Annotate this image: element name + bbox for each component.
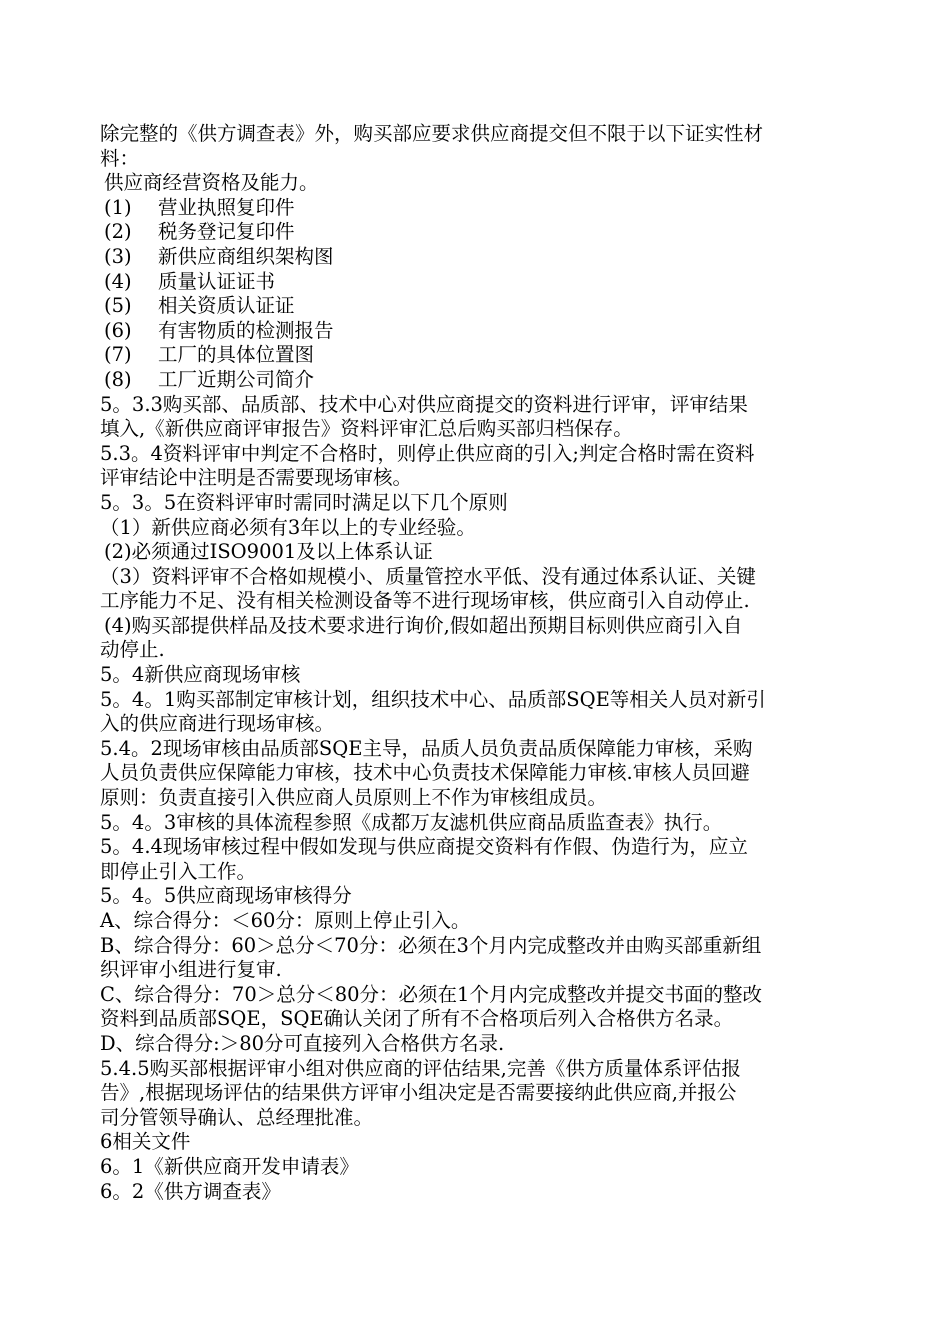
body-line: 资料到品质部SQE，SQE确认关闭了所有不合格项后列入合格供方名录。 — [100, 1007, 734, 1031]
list-item — [100, 319, 860, 344]
list-item-number: (8) — [104, 367, 132, 391]
list-item-text: 质量认证证书 — [158, 269, 276, 293]
body-line: 5.3。4资料评审中判定不合格时，则停止供应商的引入;判定合格时需在资料 — [100, 441, 755, 465]
body-line: 原则：负责直接引入供应商人员原则上不作为审核组成员。 — [100, 786, 608, 810]
body-line: 司分管领导确认、总经理批准。 — [100, 1105, 374, 1129]
body-line: 5。3。5在资料评审时需同时满足以下几个原则 — [100, 490, 508, 514]
body-line: 填入,《新供应商评审报告》资料评审汇总后购买部归档保存。 — [100, 417, 633, 441]
body-line: 工序能力不足、没有相关检测设备等不进行现场审核，供应商引入自动停止. — [100, 589, 750, 613]
list-item-number: (7) — [104, 343, 132, 367]
list-item — [100, 270, 860, 295]
list-item-text: 新供应商组织架构图 — [158, 244, 334, 268]
intro-line: 料： — [100, 146, 140, 170]
list-item-text: 有害物质的检测报告 — [158, 318, 334, 342]
list-item-text: 税务登记复印件 — [158, 220, 295, 244]
section-heading: 5。4新供应商现场审核 — [100, 663, 301, 687]
body-line: 即停止引入工作。 — [100, 859, 257, 883]
document-page — [100, 122, 860, 1204]
list-item — [100, 294, 860, 319]
list-item-number: (5) — [104, 294, 132, 318]
list-item-number: (1) — [104, 195, 132, 219]
body-line: (2)必须通过ISO9001及以上体系认证 — [104, 540, 433, 564]
intro-line: 除完整的《供方调查表》外，购买部应要求供应商提交但不限于以下证实性材 — [100, 122, 764, 145]
list-item-number: (6) — [104, 318, 132, 342]
list-item-number: (2) — [104, 220, 132, 244]
list-item-text: 工厂的具体位置图 — [158, 343, 315, 367]
body-line: 5.4.5购买部根据评审小组对供应商的评估结果,完善《供方质量体系评估报 — [100, 1056, 741, 1080]
body-line: 5。4。5供应商现场审核得分 — [100, 884, 352, 908]
list-item — [100, 343, 860, 368]
body-line: 动停止. — [100, 638, 165, 662]
list-item — [100, 245, 860, 270]
body-line: D、综合得分:＞80分可直接列入合格供方名录. — [100, 1031, 505, 1055]
body-line: (4)购买部提供样品及技术要求进行询价,假如超出预期目标则供应商引入自 — [104, 613, 743, 637]
body-line: C、综合得分：70＞总分＜80分：必须在1个月内完成整改并提交书面的整改 — [100, 982, 762, 1006]
body-line: 5。3.3购买部、品质部、技术中心对供应商提交的资料进行评审，评审结果 — [100, 392, 748, 416]
list-item-number: (3) — [104, 244, 132, 268]
body-line: 5.4。2现场审核由品质部SQE主导，品质人员负责品质保障能力审核，采购 — [100, 736, 753, 760]
body-line: 5。4.4现场审核过程中假如发现与供应商提交资料有作假、伪造行为，应立 — [100, 835, 748, 859]
body-line: 5。4。3审核的具体流程参照《成都万友滤机供应商品质监查表》执行。 — [100, 810, 723, 834]
body-line: 人员负责供应保障能力审核，技术中心负责技术保障能力审核.审核人员回避 — [100, 761, 750, 785]
body-line: 织评审小组进行复审. — [100, 958, 282, 982]
list-item-text: 营业执照复印件 — [158, 195, 295, 219]
list-item — [100, 196, 860, 221]
body-line: 6。2《供方调查表》 — [100, 1179, 281, 1203]
list-item — [100, 220, 860, 245]
body-line: 5。4。1购买部制定审核计划，组织技术中心、品质部SQE等相关人员对新引 — [100, 687, 766, 711]
body-text — [100, 393, 860, 1205]
list-item — [100, 368, 860, 393]
body-line: A、综合得分：＜60分：原则上停止引入。 — [100, 909, 471, 932]
materials-list — [100, 196, 860, 393]
list-item-text: 工厂近期公司简介 — [158, 367, 315, 391]
body-line: 入的供应商进行现场审核。 — [100, 712, 335, 736]
body-line: （1）新供应商必须有3年以上的专业经验。 — [100, 515, 476, 539]
body-line: 评审结论中注明是否需要现场审核。 — [100, 466, 413, 490]
list-item-number: (4) — [104, 269, 132, 293]
body-line: 告》,根据现场评估的结果供方评审小组决定是否需要接纳此供应商,并报公 — [100, 1081, 737, 1105]
body-line: 6。1《新供应商开发申请表》 — [100, 1154, 359, 1178]
section-heading: 6相关文件 — [100, 1130, 191, 1154]
intro-line: 供应商经营资格及能力。 — [104, 171, 319, 195]
body-line: B、综合得分：60＞总分＜70分：必须在3个月内完成整改并由购买部重新组 — [100, 933, 762, 957]
list-item-text: 相关资质认证证 — [158, 294, 295, 318]
body-line: （3）资料评审不合格如规模小、质量管控水平低、没有通过体系认证、关键 — [100, 564, 756, 588]
